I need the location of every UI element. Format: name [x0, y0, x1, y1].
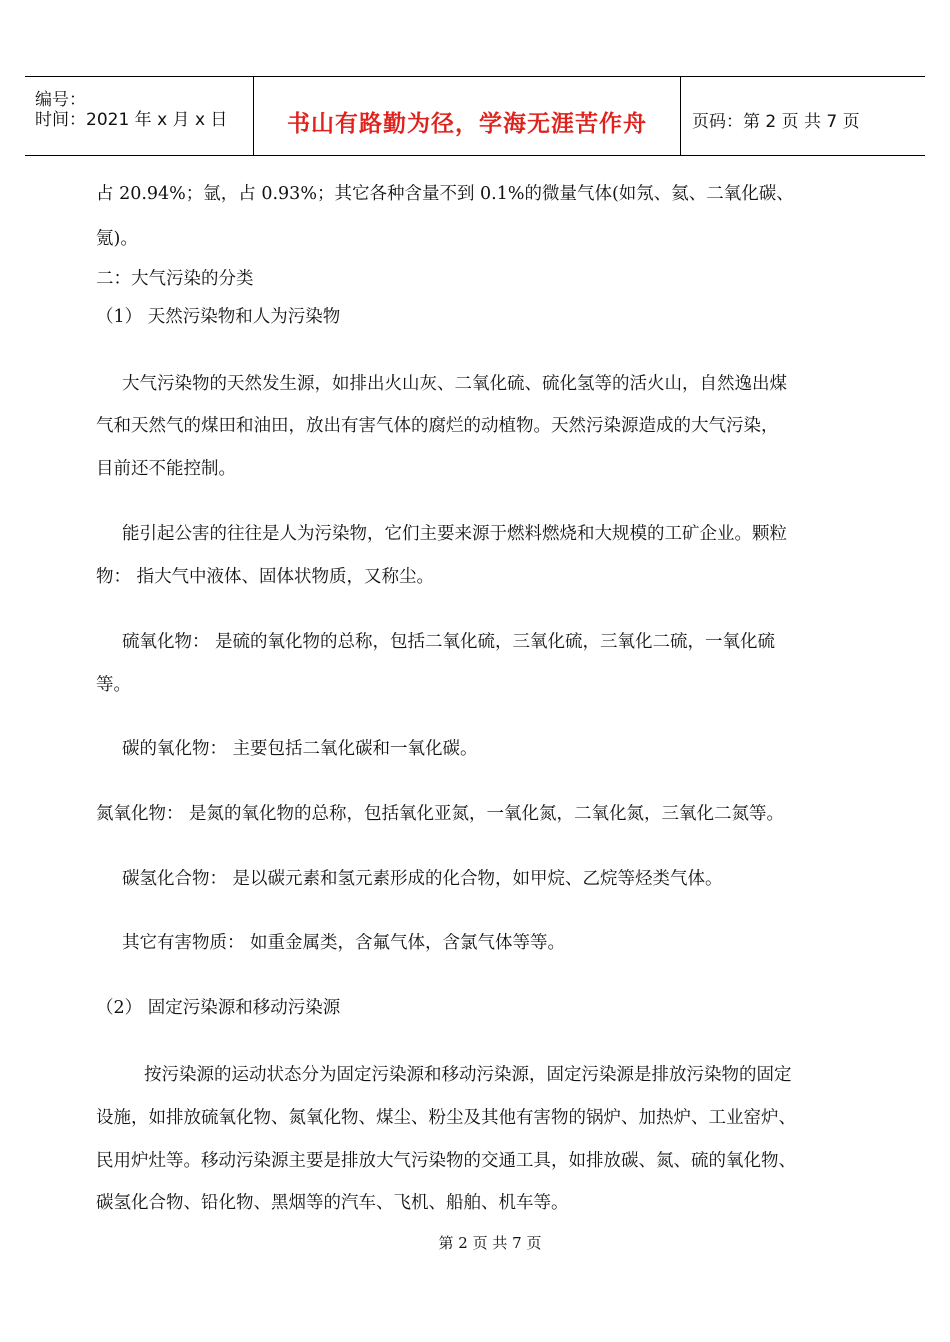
body-line: 碳的氧化物： 主要包括二氧化碳和一氧化碳。 [122, 739, 478, 759]
body-line: 硫氧化物： 是硫的氧化物的总称，包括二氧化硫，三氧化硫，三氧化二硫，一氧化硫 [122, 632, 776, 652]
body-line: 民用炉灶等。移动污染源主要是排放大气污染物的交通工具，如排放碳、氮、硫的氧化物、 [96, 1151, 796, 1171]
header-center-cell [253, 77, 681, 155]
document-date: 时间：2021 年 x 月 x 日 [35, 110, 228, 130]
body-line: 碳氢化合物： 是以碳元素和氢元素形成的化合物，如甲烷、乙烷等烃类气体。 [122, 869, 723, 889]
header-left-cell [25, 77, 253, 155]
body-line: 其它有害物质： 如重金属类，含氟气体，含氯气体等等。 [122, 933, 566, 953]
header-motto: 书山有路勤为径，学海无涯苦作舟 [287, 111, 647, 137]
body-line: 氮氧化物： 是氮的氧化物的总称，包括氧化亚氮，一氧化氮，二氧化氮，三氧化二氮等。 [96, 804, 785, 824]
body-line: 等。 [96, 675, 131, 695]
document-code-label: 编号： [35, 90, 86, 110]
body-line: 物： 指大气中液体、固体状物质，又称尘。 [96, 567, 435, 587]
body-line: 大气污染物的天然发生源，如排出火山灰、二氧化硫、硫化氢等的活火山，自然逸出煤 [122, 374, 787, 394]
subsection-heading: （2） 固定污染源和移动污染源 [96, 998, 341, 1018]
section-heading: 二：大气污染的分类 [96, 269, 254, 289]
body-line: 设施，如排放硫氧化物、氮氧化物、煤尘、粉尘及其他有害物的锅炉、加热炉、工业窑炉、 [96, 1108, 796, 1128]
body-line: 按污染源的运动状态分为固定污染源和移动污染源，固定污染源是排放污染物的固定 [144, 1065, 792, 1085]
header-right-cell [680, 77, 925, 155]
body-line: 占 20.94%；氩，占 0.93%；其它各种含量不到 0.1%的微量气体(如氖、氦、二氧化碳、 [96, 184, 794, 204]
header-page-info: 页码：第 2 页 共 7 页 [692, 112, 860, 132]
body-line: 能引起公害的往往是人为污染物，它们主要来源于燃料燃烧和大规模的工矿企业。颗粒 [122, 524, 787, 544]
subsection-heading: （1） 天然污染物和人为污染物 [96, 307, 341, 327]
body-line: 目前还不能控制。 [96, 459, 236, 479]
body-line: 氪)。 [96, 229, 138, 249]
body-line: 碳氢化合物、铅化物、黑烟等的汽车、飞机、船舶、机车等。 [96, 1193, 569, 1213]
document-header [25, 76, 925, 156]
body-line: 气和天然气的煤田和油田，放出有害气体的腐烂的动植物。天然污染源造成的大气污染， [96, 416, 779, 436]
page-footer: 第 2 页 共 7 页 [438, 1234, 542, 1252]
